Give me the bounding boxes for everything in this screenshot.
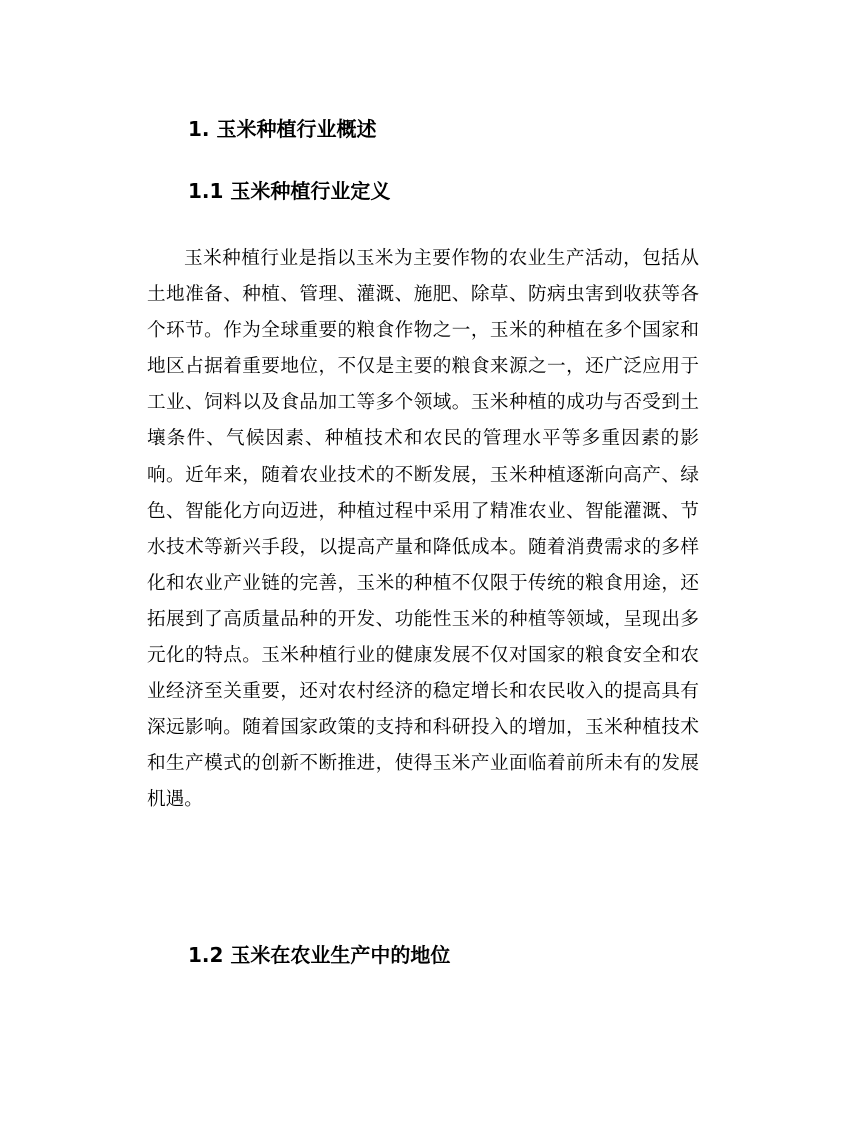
section-heading-1-2: 1.2 玉米在农业生产中的地位 (188, 943, 451, 967)
paragraph-industry-definition: 玉米种植行业是指以玉米为主要作物的农业生产活动，包括从土地准备、种植、管理、灌溉、施肥、除草、防病虫害到收获等各个环节。作为全球重要的粮食作物之一，玉米的种植在多个国家和地区占据着重要地位，不仅是主要的粮食来源之一，还广泛应用于工业、饲料以及食品加工等多个领域。玉米种植的成功与否受到土壤条件、气候因素、种植技术和农民的管理水平等多重因素的影响。近年来，随着农业技术的不断发展，玉米种植逐渐向高产、绿色、智能化方向迈进，种植过程中采用了精准农业、智能灌溉、节水技术等新兴手段，以提高产量和降低成本。随着消费需求的多样化和农业产业链的完善，玉米的种植不仅限于传统的粮食用途，还拓展到了高质量品种的开发、功能性玉米的种植等领域，呈现出多元化的特点。玉米种植行业的健康发展不仅对国家的粮食安全和农业经济至关重要，还对农村经济的稳定增长和农民收入的提高具有深远影响。随着国家政策的支持和科研投入的增加，玉米种植技术和生产模式的创新不断推进，使得玉米产业面临着前所未有的发展机遇。 (147, 248, 699, 811)
section-heading-1: 1. 玉米种植行业概述 (188, 117, 377, 141)
section-heading-1-1: 1.1 玉米种植行业定义 (188, 179, 391, 203)
